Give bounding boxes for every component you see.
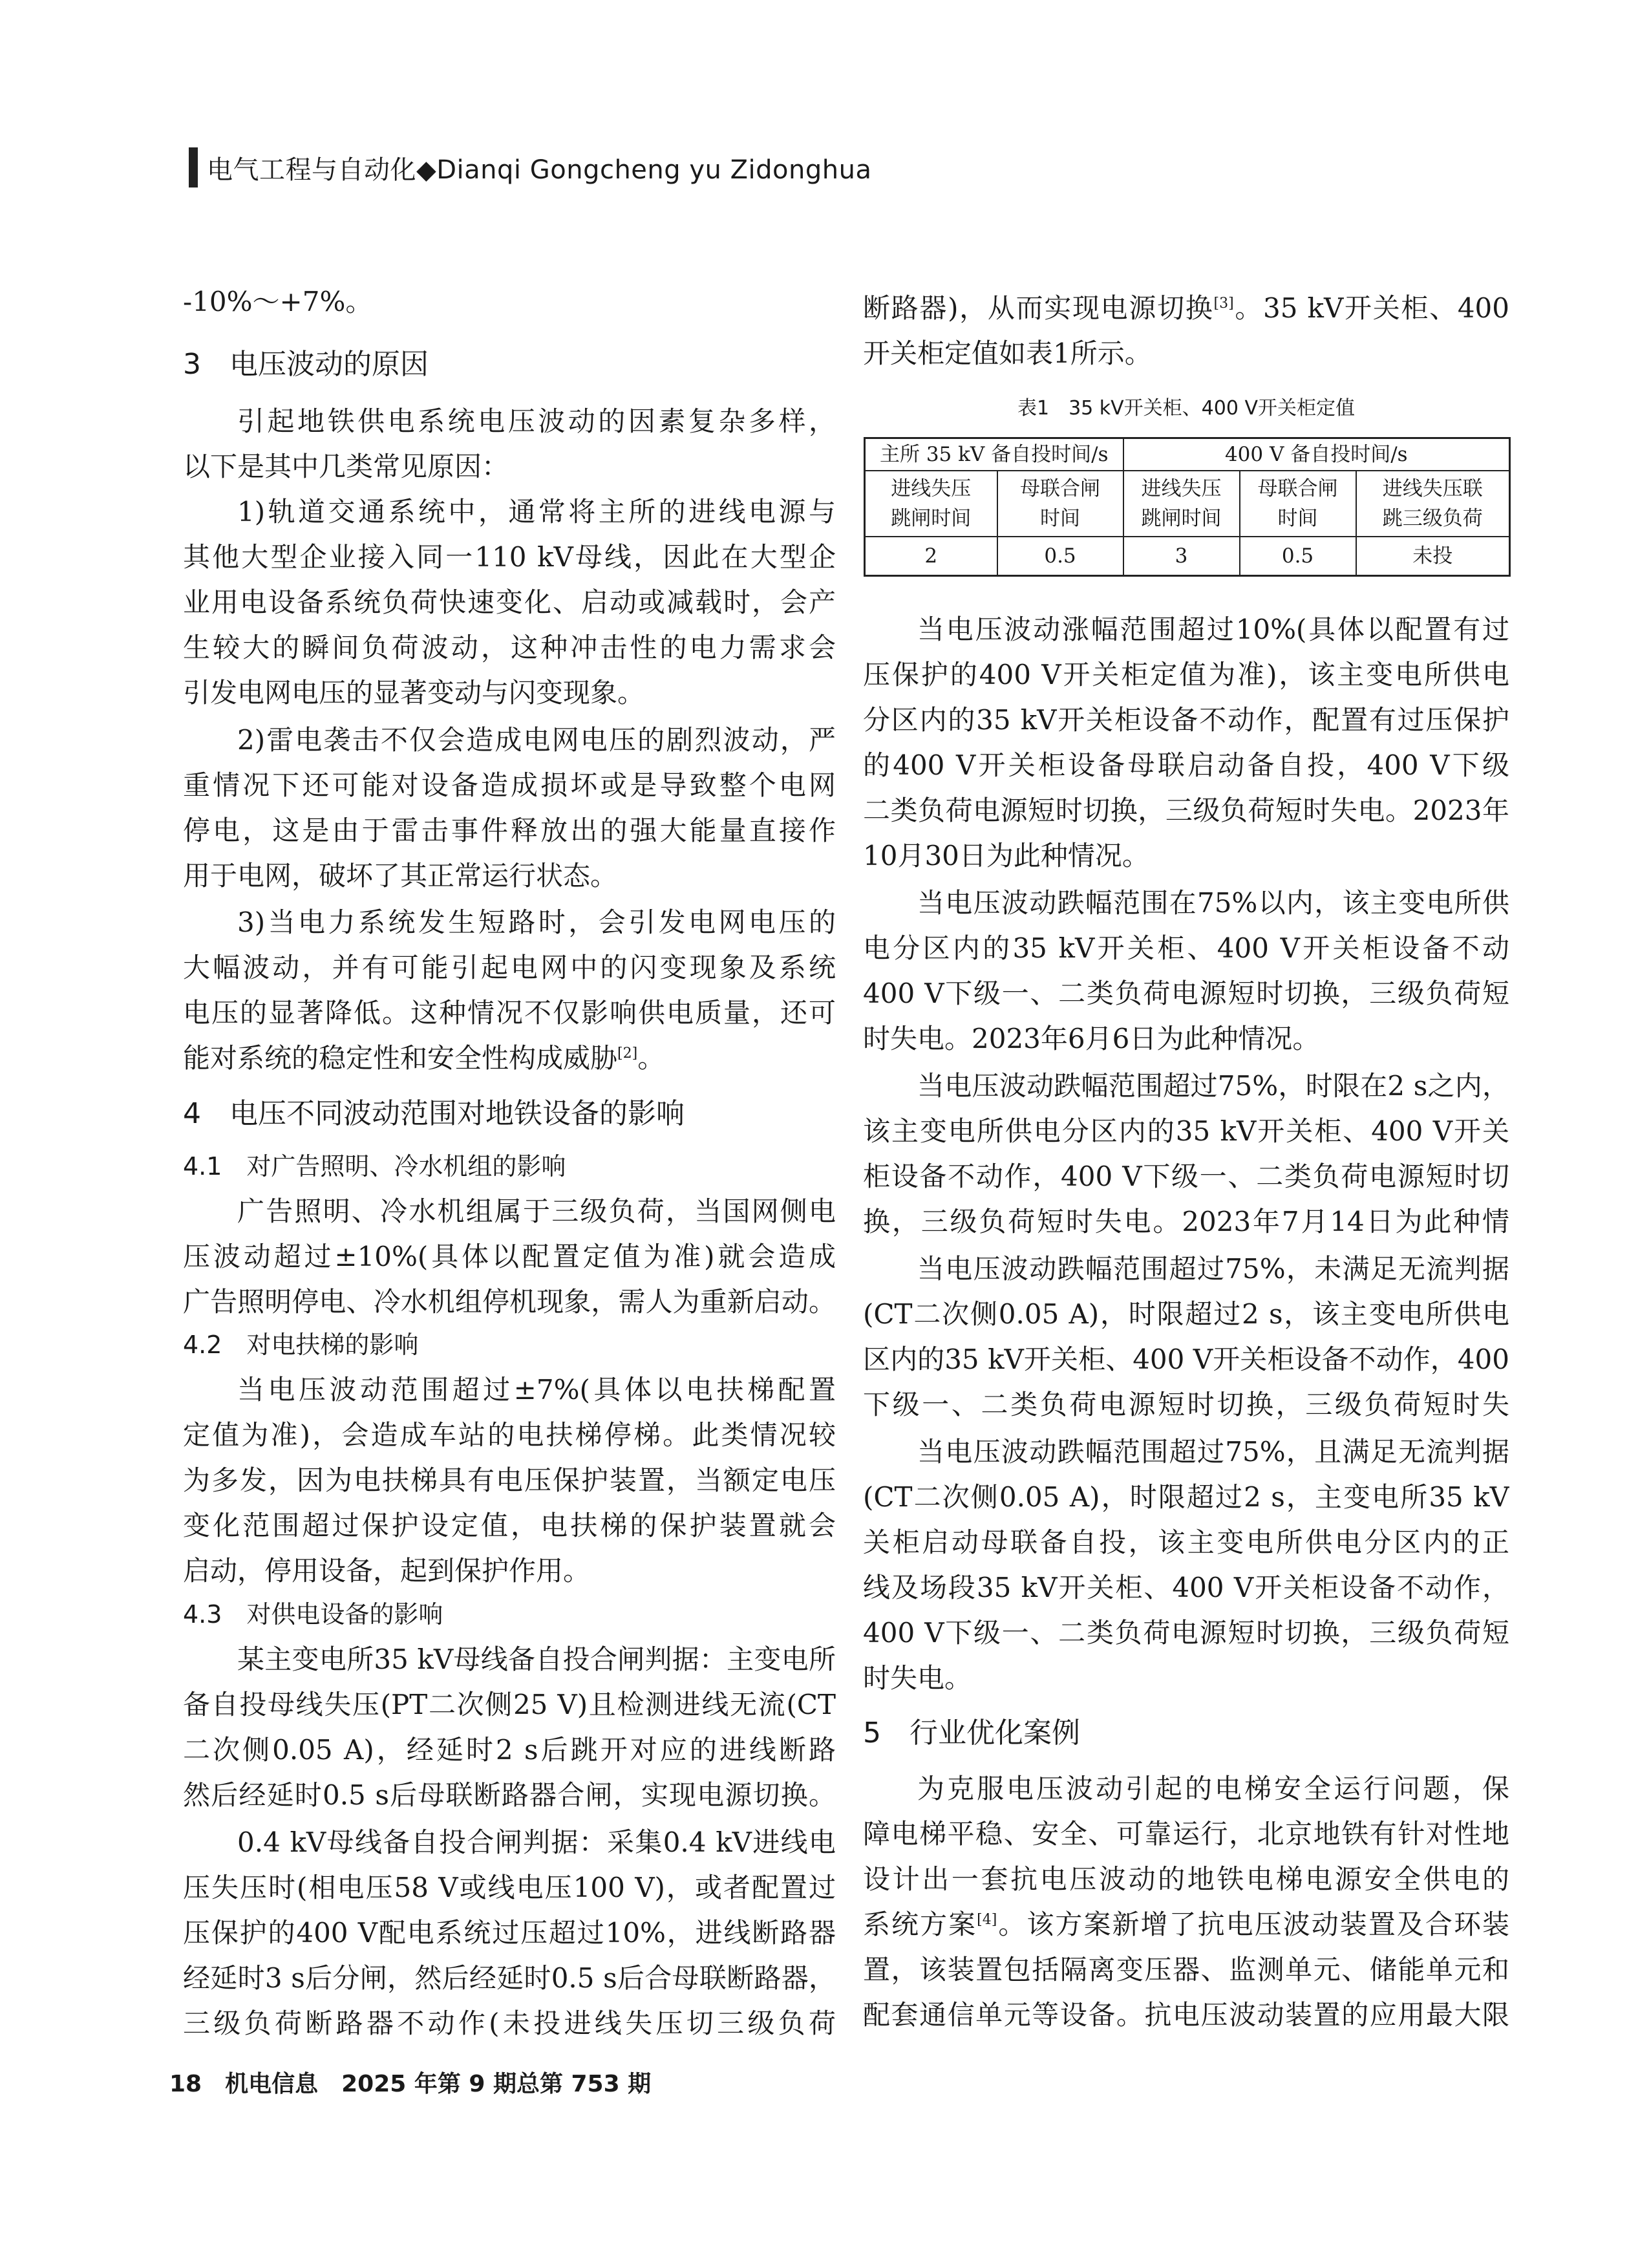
paragraph-line: 当电压波动范围超过±7%(具体以电扶梯配置 bbox=[237, 1374, 836, 1406]
paragraph-line: 二类负荷电源短时切换，三级负荷短时失电。2023年 bbox=[863, 795, 1509, 826]
paragraph-line: 该主变电所供电分区内的35 kV开关柜、400 V开关 bbox=[863, 1115, 1509, 1147]
subsection-heading: 4.2 对电扶梯的影响 bbox=[183, 1331, 419, 1359]
paragraph-line: 压保护的400 V配电系统过压超过10%，进线断路器 bbox=[183, 1917, 836, 1949]
table-column-header-row bbox=[865, 471, 1510, 537]
paragraph-line: 障电梯平稳、安全、可靠运行，北京地铁有针对性地 bbox=[863, 1818, 1509, 1850]
paragraph-line: 重情况下还可能对设备造成损坏或是导致整个电网 bbox=[183, 769, 836, 801]
paragraph-line: 压波动超过±10%(具体以配置定值为准)就会造成 bbox=[183, 1241, 836, 1272]
paragraph-line: 400 V下级一、二类负荷电源短时切换，三级负荷短 bbox=[863, 978, 1509, 1009]
table-column-header: 进线失压联 跳三级负荷 bbox=[1356, 471, 1510, 537]
paragraph-line: 系统方案[4]。该方案新增了抗电压波动装置及合环装 bbox=[863, 1909, 1509, 1940]
paragraph-line: 下级一、二类负荷电源短时切换，三级负荷短时失 bbox=[863, 1389, 1509, 1420]
paragraph-line: 时失电。 bbox=[863, 1662, 972, 1694]
paragraph-line: 0.4 kV母线备自投合闸判据：采集0.4 kV进线电 bbox=[237, 1826, 836, 1858]
subsection-heading: 4.3 对供电设备的影响 bbox=[183, 1600, 443, 1629]
paragraph-line: 压保护的400 V开关柜定值为准)，该主变电所供电 bbox=[863, 659, 1509, 690]
table-cell: 2 bbox=[865, 537, 997, 576]
table-cell: 未投 bbox=[1356, 537, 1510, 576]
paragraph-line: 设计出一套抗电压波动的地铁电梯电源安全供电的 bbox=[863, 1863, 1509, 1895]
paragraph-line: 配套通信单元等设备。抗电压波动装置的应用最大限 bbox=[863, 1999, 1509, 2031]
citation: [4] bbox=[977, 1912, 997, 1928]
paragraph-line: 引发电网电压的显著变动与闪变现象。 bbox=[183, 677, 645, 709]
paragraph-line: 变化范围超过保护设定值，电扶梯的保护装置就会 bbox=[183, 1510, 836, 1541]
section-heading: 3 电压波动的原因 bbox=[183, 348, 429, 381]
paragraph-line: 当电压波动跌幅范围超过75%，未满足无流判据 bbox=[917, 1253, 1509, 1285]
paragraph-line: 定值为准)，会造成车站的电扶梯停梯。此类情况较 bbox=[183, 1419, 836, 1451]
paragraph-line: 当电压波动跌幅范围在75%以内，该主变电所供 bbox=[917, 887, 1509, 919]
citation: [2] bbox=[617, 1045, 638, 1062]
paragraph-line: 生较大的瞬间负荷波动，这种冲击性的电力需求会 bbox=[183, 632, 836, 663]
running-head-bar bbox=[189, 147, 198, 187]
paragraph-line: 经延时3 s后分闸，然后经延时0.5 s后合母联断路器， bbox=[183, 1962, 836, 1994]
paragraph-line: (CT二次侧0.05 A)，时限超过2 s，该主变电所供电 bbox=[863, 1298, 1509, 1330]
citation: [3] bbox=[1213, 295, 1234, 312]
subsection-heading: 4.1 对广告照明、冷水机组的影响 bbox=[183, 1152, 566, 1181]
paragraph-line: 1)轨道交通系统中，通常将主所的进线电源与 bbox=[237, 496, 836, 528]
paragraph-line: 业用电设备系统负荷快速变化、启动或减载时，会产 bbox=[183, 586, 836, 618]
paragraph-line: 备自投母线失压(PT二次侧25 V)且检测进线无流(CT bbox=[183, 1689, 836, 1720]
table-column-header: 母联合闸 时间 bbox=[1240, 471, 1356, 537]
paragraph-line: 广告照明、冷水机组属于三级负荷，当国网侧电 bbox=[237, 1195, 836, 1227]
paragraph-line: 大幅波动，并有可能引起电网中的闪变现象及系统 bbox=[183, 952, 836, 983]
running-head bbox=[189, 147, 871, 187]
table-row bbox=[865, 537, 1510, 576]
paragraph-line: 某主变电所35 kV母线备自投合闸判据：主变电所 bbox=[237, 1643, 836, 1675]
paragraph-line: 换，三级负荷短时失电。2023年7月14日为此种情 bbox=[863, 1206, 1509, 1237]
paragraph-line: 的400 V开关柜设备母联启动备自投，400 V下级 bbox=[863, 749, 1509, 781]
paragraph-line: -10%～+7%。 bbox=[183, 286, 373, 317]
paragraph-line: 柜设备不动作，400 V下级一、二类负荷电源短时切 bbox=[863, 1161, 1509, 1192]
table-1 bbox=[864, 437, 1511, 577]
paragraph-line: 以下是其中几类常见原因： bbox=[183, 451, 509, 482]
page-footer: 18 机电信息 2025 年第 9 期总第 753 期 bbox=[169, 2071, 652, 2097]
paragraph-line: 3)当电力系统发生短路时，会引发电网电压的 bbox=[237, 906, 836, 938]
paragraph-line: 压失压时(相电压58 V或线电压100 V)，或者配置过 bbox=[183, 1872, 836, 1903]
paragraph-line: (CT二次侧0.05 A)，时限超过2 s，主变电所35 kV bbox=[863, 1481, 1509, 1513]
paragraph-line: 当电压波动涨幅范围超过10%(具体以配置有过 bbox=[917, 614, 1509, 645]
paragraph-line: 400 V下级一、二类负荷电源短时切换，三级负荷短 bbox=[863, 1617, 1509, 1649]
paragraph-line: 引起地铁供电系统电压波动的因素复杂多样， bbox=[237, 405, 836, 437]
paragraph-line: 用于电网，破坏了其正常运行状态。 bbox=[183, 860, 618, 892]
section-heading: 5 行业优化案例 bbox=[863, 1717, 1080, 1749]
paragraph-line: 然后经延时0.5 s后母联断路器合闸，实现电源切换。 bbox=[183, 1779, 836, 1811]
paragraph-line: 广告照明停电、冷水机组停机现象，需人为重新启动。 bbox=[183, 1286, 836, 1318]
paragraph-line: 其他大型企业接入同一110 kV母线，因此在大型企 bbox=[183, 541, 836, 573]
table-group-header-row bbox=[865, 438, 1510, 471]
paragraph-line: 停电，这是由于雷击事件释放出的强大能量直接作 bbox=[183, 815, 836, 846]
paragraph-line: 置，该装置包括隔离变压器、监测单元、储能单元和 bbox=[863, 1954, 1509, 1985]
table-group-header: 400 V 备自投时间/s bbox=[1123, 438, 1510, 471]
paragraph-line: 启动，停用设备，起到保护作用。 bbox=[183, 1555, 591, 1587]
paragraph-line: 10月30日为此种情况。 bbox=[863, 840, 1149, 872]
running-head-text: 电气工程与自动化◆Dianqi Gongcheng yu Zidonghua bbox=[207, 155, 872, 185]
paragraph-line: 关柜启动母联备自投，该主变电所供电分区内的正 bbox=[863, 1526, 1509, 1558]
paragraph-line: 2)雷电袭击不仅会造成电网电压的剧烈波动，严 bbox=[237, 724, 836, 756]
table-column-header: 母联合闸 时间 bbox=[997, 471, 1123, 537]
paragraph-line: 分区内的35 kV开关柜设备不动作，配置有过压保护 bbox=[863, 704, 1509, 736]
table-group-header: 主所 35 kV 备自投时间/s bbox=[865, 438, 1123, 471]
section-heading: 4 电压不同波动范围对地铁设备的影响 bbox=[183, 1097, 685, 1130]
table-caption: 表1 35 kV开关柜、400 V开关柜定值 bbox=[1017, 397, 1355, 420]
paragraph-line: 时失电。2023年6月6日为此种情况。 bbox=[863, 1023, 1320, 1054]
paragraph-line: 线及场段35 kV开关柜、400 V开关柜设备不动作， bbox=[863, 1572, 1509, 1603]
paragraph-line: 为多发，因为电扶梯具有电压保护装置，当额定电压 bbox=[183, 1464, 836, 1496]
paragraph-line: 断路器)，从而实现电源切换[3]。35 kV开关柜、400 bbox=[863, 292, 1509, 324]
paragraph-line: 三级负荷断路器不动作(未投进线失压切三级负荷 bbox=[183, 2007, 836, 2039]
table-cell: 3 bbox=[1123, 537, 1240, 576]
table-column-header: 进线失压 跳闸时间 bbox=[1123, 471, 1240, 537]
paragraph-line: 能对系统的稳定性和安全性构成威胁[2]。 bbox=[183, 1042, 665, 1074]
paragraph-line: 开关柜定值如表1所示。 bbox=[863, 337, 1152, 369]
paragraph-line: 电压的显著降低。这种情况不仅影响供电质量，还可 bbox=[183, 997, 836, 1029]
paragraph-line: 区内的35 kV开关柜、400 V开关柜设备不动作，400 bbox=[863, 1343, 1509, 1375]
table-cell: 0.5 bbox=[1240, 537, 1356, 576]
table-column-header: 进线失压 跳闸时间 bbox=[865, 471, 997, 537]
paragraph-line: 当电压波动跌幅范围超过75%，时限在2 s之内， bbox=[917, 1070, 1509, 1102]
paragraph-line: 当电压波动跌幅范围超过75%，且满足无流判据 bbox=[917, 1436, 1509, 1468]
paragraph-line: 二次侧0.05 A)，经延时2 s后跳开对应的进线断路 bbox=[183, 1734, 836, 1766]
paragraph-line: 为克服电压波动引起的电梯安全运行问题，保 bbox=[917, 1773, 1509, 1804]
table-cell: 0.5 bbox=[997, 537, 1123, 576]
paragraph-line: 电分区内的35 kV开关柜、400 V开关柜设备不动 bbox=[863, 932, 1509, 964]
